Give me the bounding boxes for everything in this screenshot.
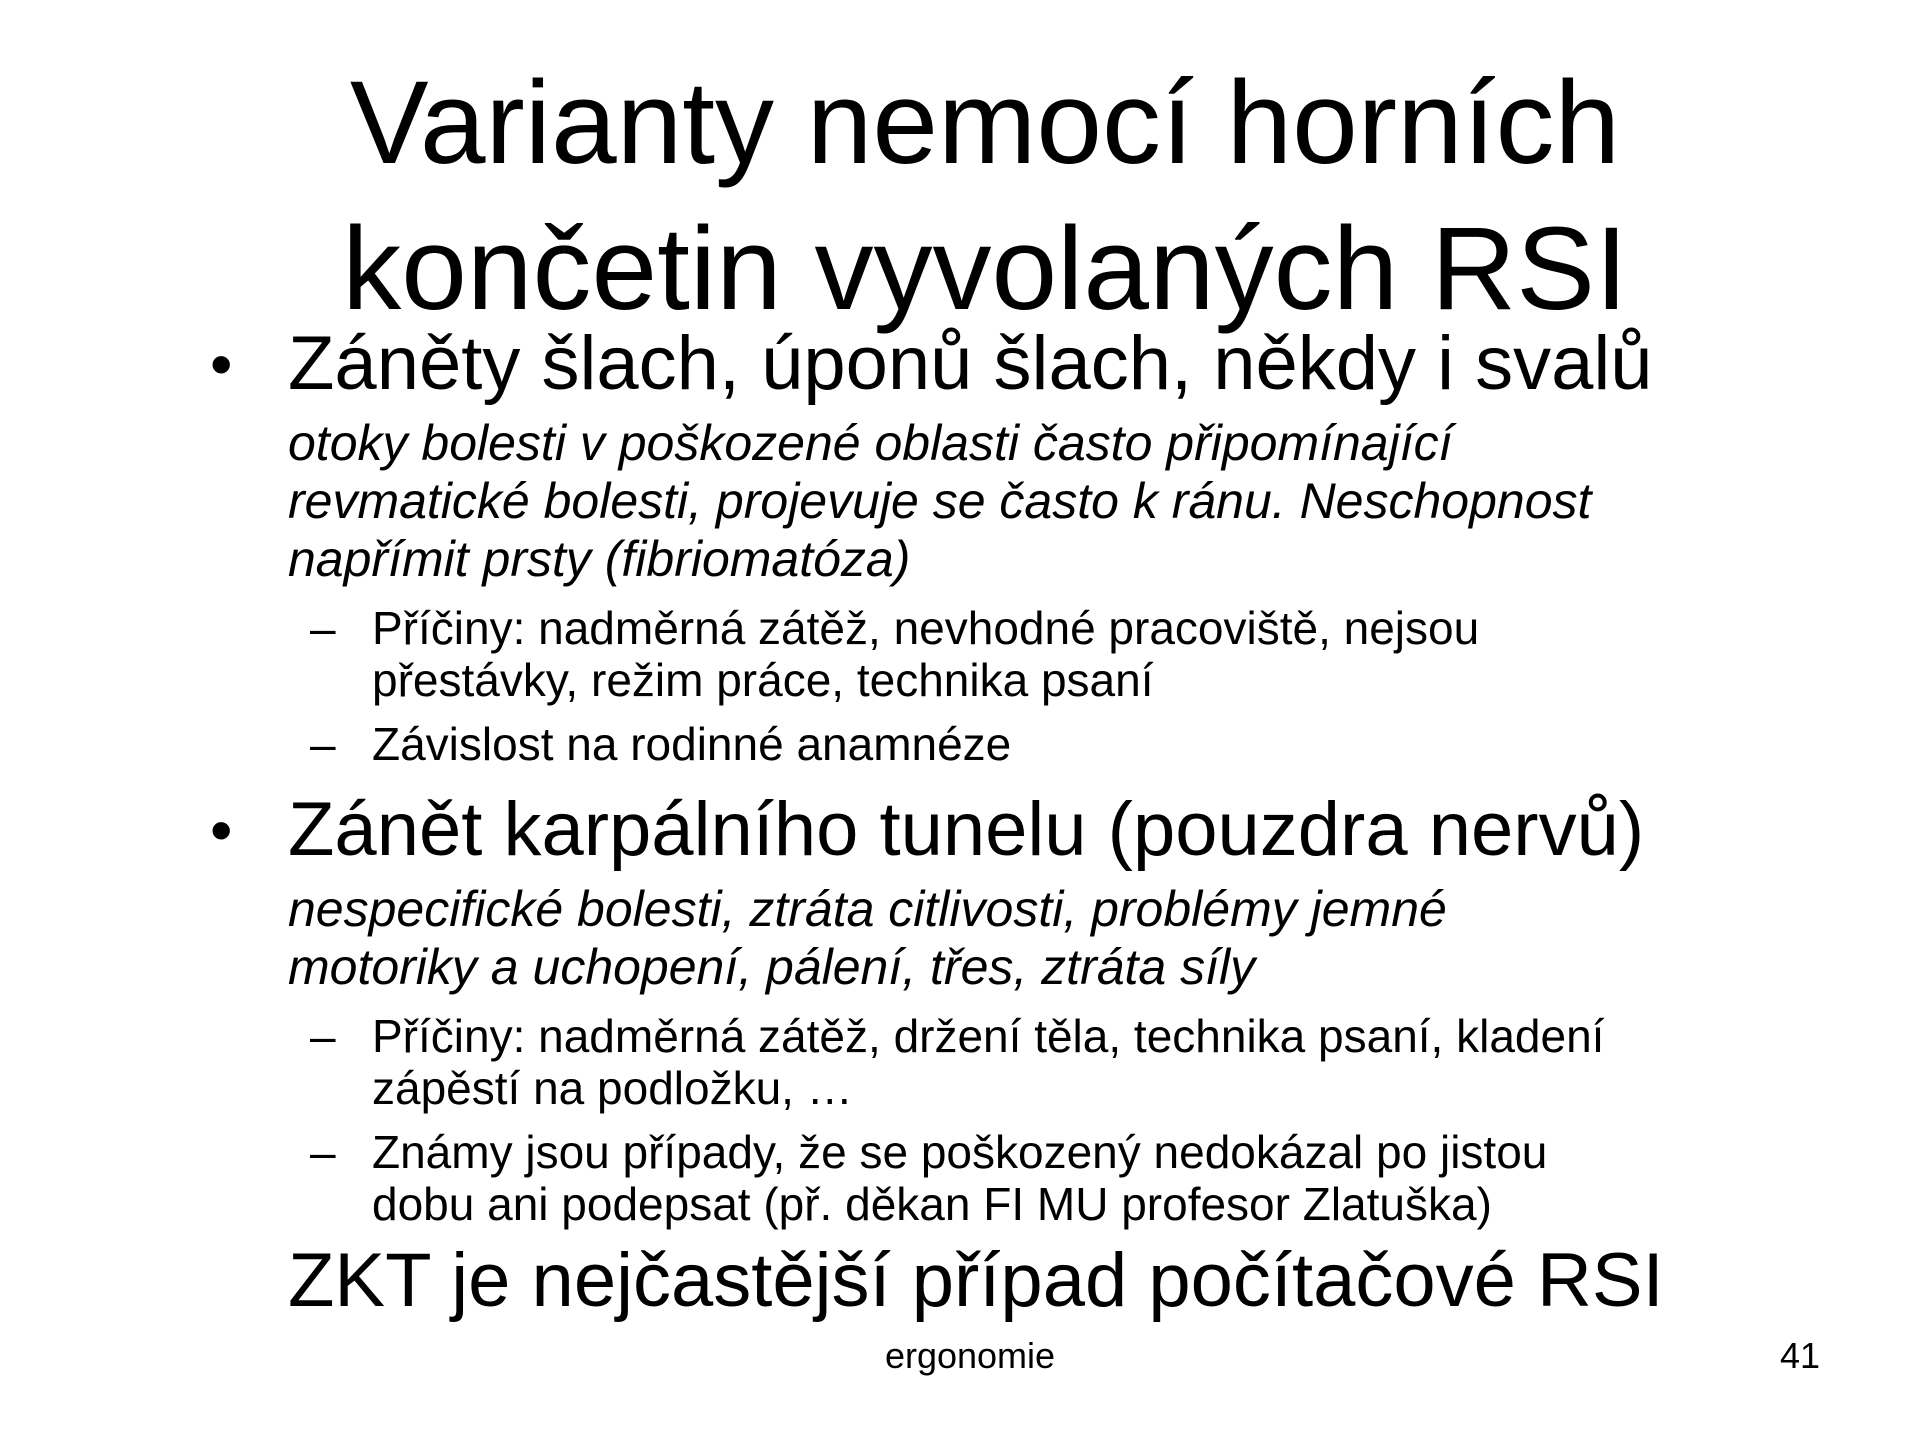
dash-icon: – (310, 718, 336, 770)
description-line: otoky bolesti v poškozené oblasti často připomínající (288, 415, 1453, 471)
bullet-description (288, 414, 1748, 588)
bullet-item (210, 320, 1748, 408)
slide-title-line: končetin vyvolaných RSI (342, 203, 1628, 335)
sub-bullet-item (310, 1126, 1692, 1230)
description-line: revmatické bolesti, projevuje se často k ránu. Neschopnost (288, 473, 1592, 529)
bullet-description (288, 880, 1748, 996)
sub-bullet-item (310, 1010, 1692, 1114)
description-line: nespecifické bolesti, ztráta citlivosti, problémy jemné (288, 881, 1447, 937)
footer-label: ergonomie (884, 1335, 1056, 1376)
sub-bullet-line: dobu ani podepsat (př. děkan FI MU profesor Zlatuška) (372, 1178, 1492, 1230)
dash-icon: – (310, 1126, 336, 1178)
bullet-heading: Zánět karpálního tunelu (pouzdra nervů) (288, 787, 1645, 872)
description-line: motoriky a uchopení, pálení, třes, ztráta síly (288, 939, 1256, 995)
sub-bullet-line: přestávky, režim práce, technika psaní (372, 654, 1154, 706)
page-number: 41 (1779, 1335, 1820, 1376)
sub-bullet-item (310, 718, 1692, 770)
bullet-item (210, 786, 1748, 874)
slide-title-line: Varianty nemocí horních (349, 57, 1621, 189)
bullet-icon: • (210, 328, 233, 400)
sub-bullet-line: Závislost na rodinné anamnéze (372, 718, 1012, 770)
slide-title (200, 50, 1770, 342)
sub-bullet-line: Příčiny: nadměrná zátěž, držení těla, technika psaní, kladení (372, 1010, 1605, 1062)
dash-icon: – (310, 1010, 336, 1062)
closing-statement: ZKT je nejčastější případ počítačové RSI (288, 1238, 1664, 1323)
dash-icon: – (310, 602, 336, 654)
sub-bullet-line: Příčiny: nadměrná zátěž, nevhodné pracoviště, nejsou (372, 602, 1480, 654)
slide-content (0, 320, 1920, 1230)
sub-bullet-line: Známy jsou případy, že se poškozený nedokázal po jistou (372, 1126, 1548, 1178)
bullet-heading: Záněty šlach, úponů šlach, někdy i svalů (288, 321, 1653, 406)
bullet-icon: • (210, 794, 233, 866)
description-line: napřímit prsty (fibriomatóza) (288, 531, 911, 587)
sub-bullet-line: zápěstí na podložku, … (372, 1062, 853, 1114)
sub-bullet-item (310, 602, 1692, 706)
